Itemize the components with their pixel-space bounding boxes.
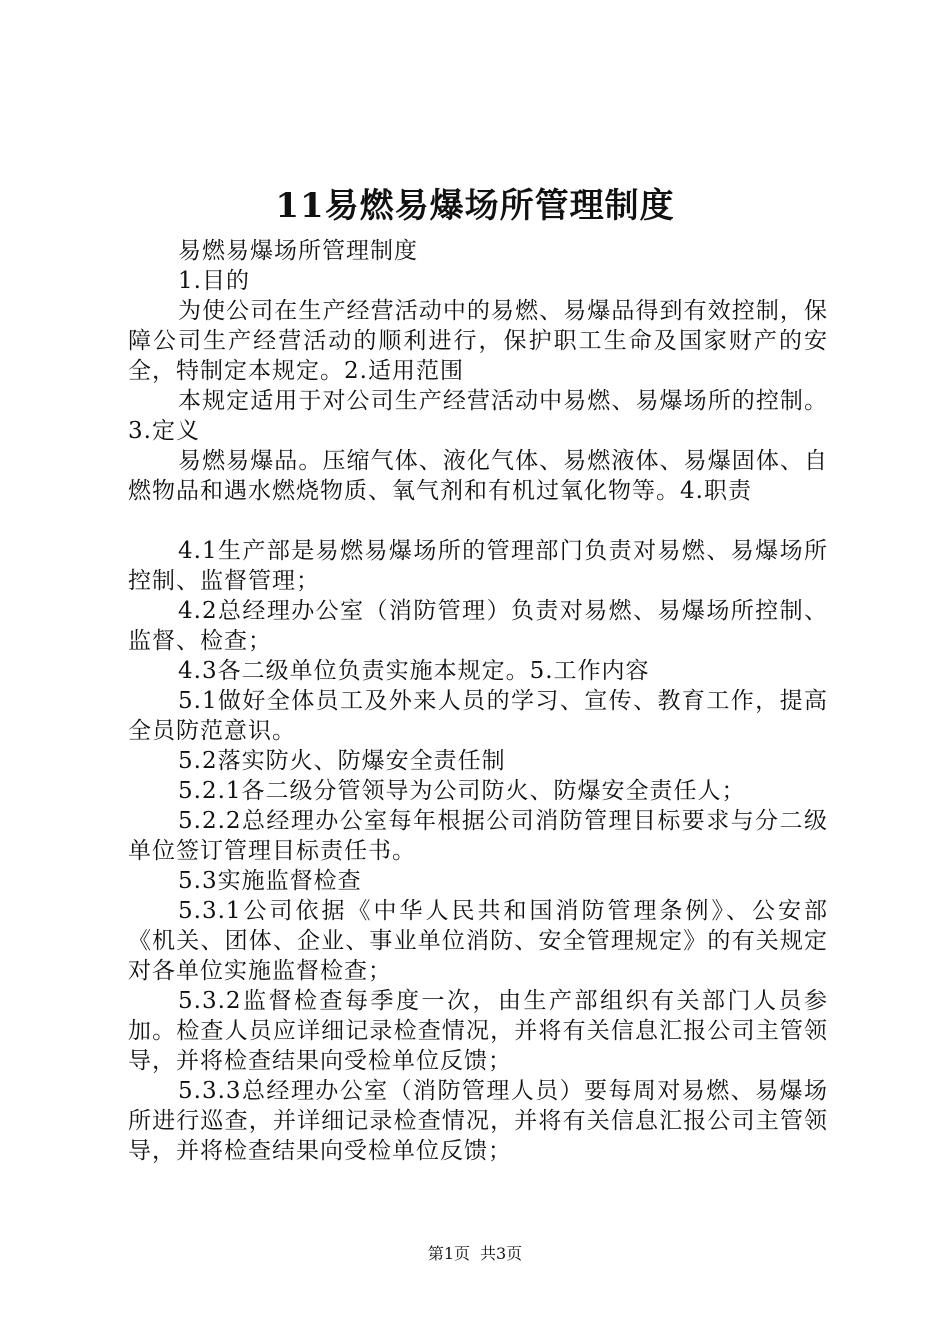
paragraph: 5.2.1各二级分管领导为公司防火、防爆安全责任人；: [178, 778, 746, 804]
paragraph: 本规定适用于对公司生产经营活动中易燃、易爆场所的控制。3.定义: [128, 388, 828, 444]
page-total: 共3页: [480, 1244, 523, 1263]
paragraph: 4.3各二级单位负责实施本规定。5.工作内容: [178, 658, 650, 684]
paragraph: 5.3.3总经理办公室（消防管理人员）要每周对易燃、易爆场所进行巡查，并详细记录检查情况，并将有关信息汇报公司主管领导，并将检查结果向受检单位反馈；: [128, 1078, 828, 1164]
document-body: [128, 236, 828, 1166]
blank-line: [128, 506, 828, 536]
paragraph: 5.3.2监督检查每季度一次，由生产部组织有关部门人员参加。检查人员应详细记录检查情况，并将有关信息汇报公司主管领导，并将检查结果向受检单位反馈；: [128, 988, 828, 1074]
paragraph: 5.3.1公司依据《中华人民共和国消防管理条例》、公安部《机关、团体、企业、事业单位消防、安全管理规定》的有关规定对各单位实施监督检查；: [128, 898, 828, 984]
document-title: 11易燃易爆场所管理制度: [275, 186, 675, 226]
page-footer: [0, 1242, 950, 1266]
paragraph: 5.3实施监督检查: [178, 868, 362, 894]
paragraph: 5.2.2总经理办公室每年根据公司消防管理目标要求与分二级单位签订管理目标责任书。: [128, 808, 828, 864]
paragraph: 1.目的: [178, 268, 250, 294]
paragraph: 4.1生产部是易燃易爆场所的管理部门负责对易燃、易爆场所控制、监督管理；: [128, 538, 828, 594]
page-number: 第1页: [427, 1244, 470, 1263]
paragraph: 易燃易爆品。压缩气体、液化气体、易燃液体、易爆固体、自燃物品和遇水燃烧物质、氧气剂和有机过氧化物等。4.职责: [128, 448, 828, 504]
paragraph: 易燃易爆场所管理制度: [178, 238, 418, 264]
paragraph: 5.2落实防火、防爆安全责任制: [178, 748, 506, 774]
paragraph: 5.1做好全体员工及外来人员的学习、宣传、教育工作，提高全员防范意识。: [128, 688, 828, 744]
paragraph: 为使公司在生产经营活动中的易燃、易爆品得到有效控制，保障公司生产经营活动的顺利进行，保护职工生命及国家财产的安全，特制定本规定。2.适用范围: [128, 298, 828, 384]
paragraph: 4.2总经理办公室（消防管理）负责对易燃、易爆场所控制、监督、检查；: [128, 598, 828, 654]
